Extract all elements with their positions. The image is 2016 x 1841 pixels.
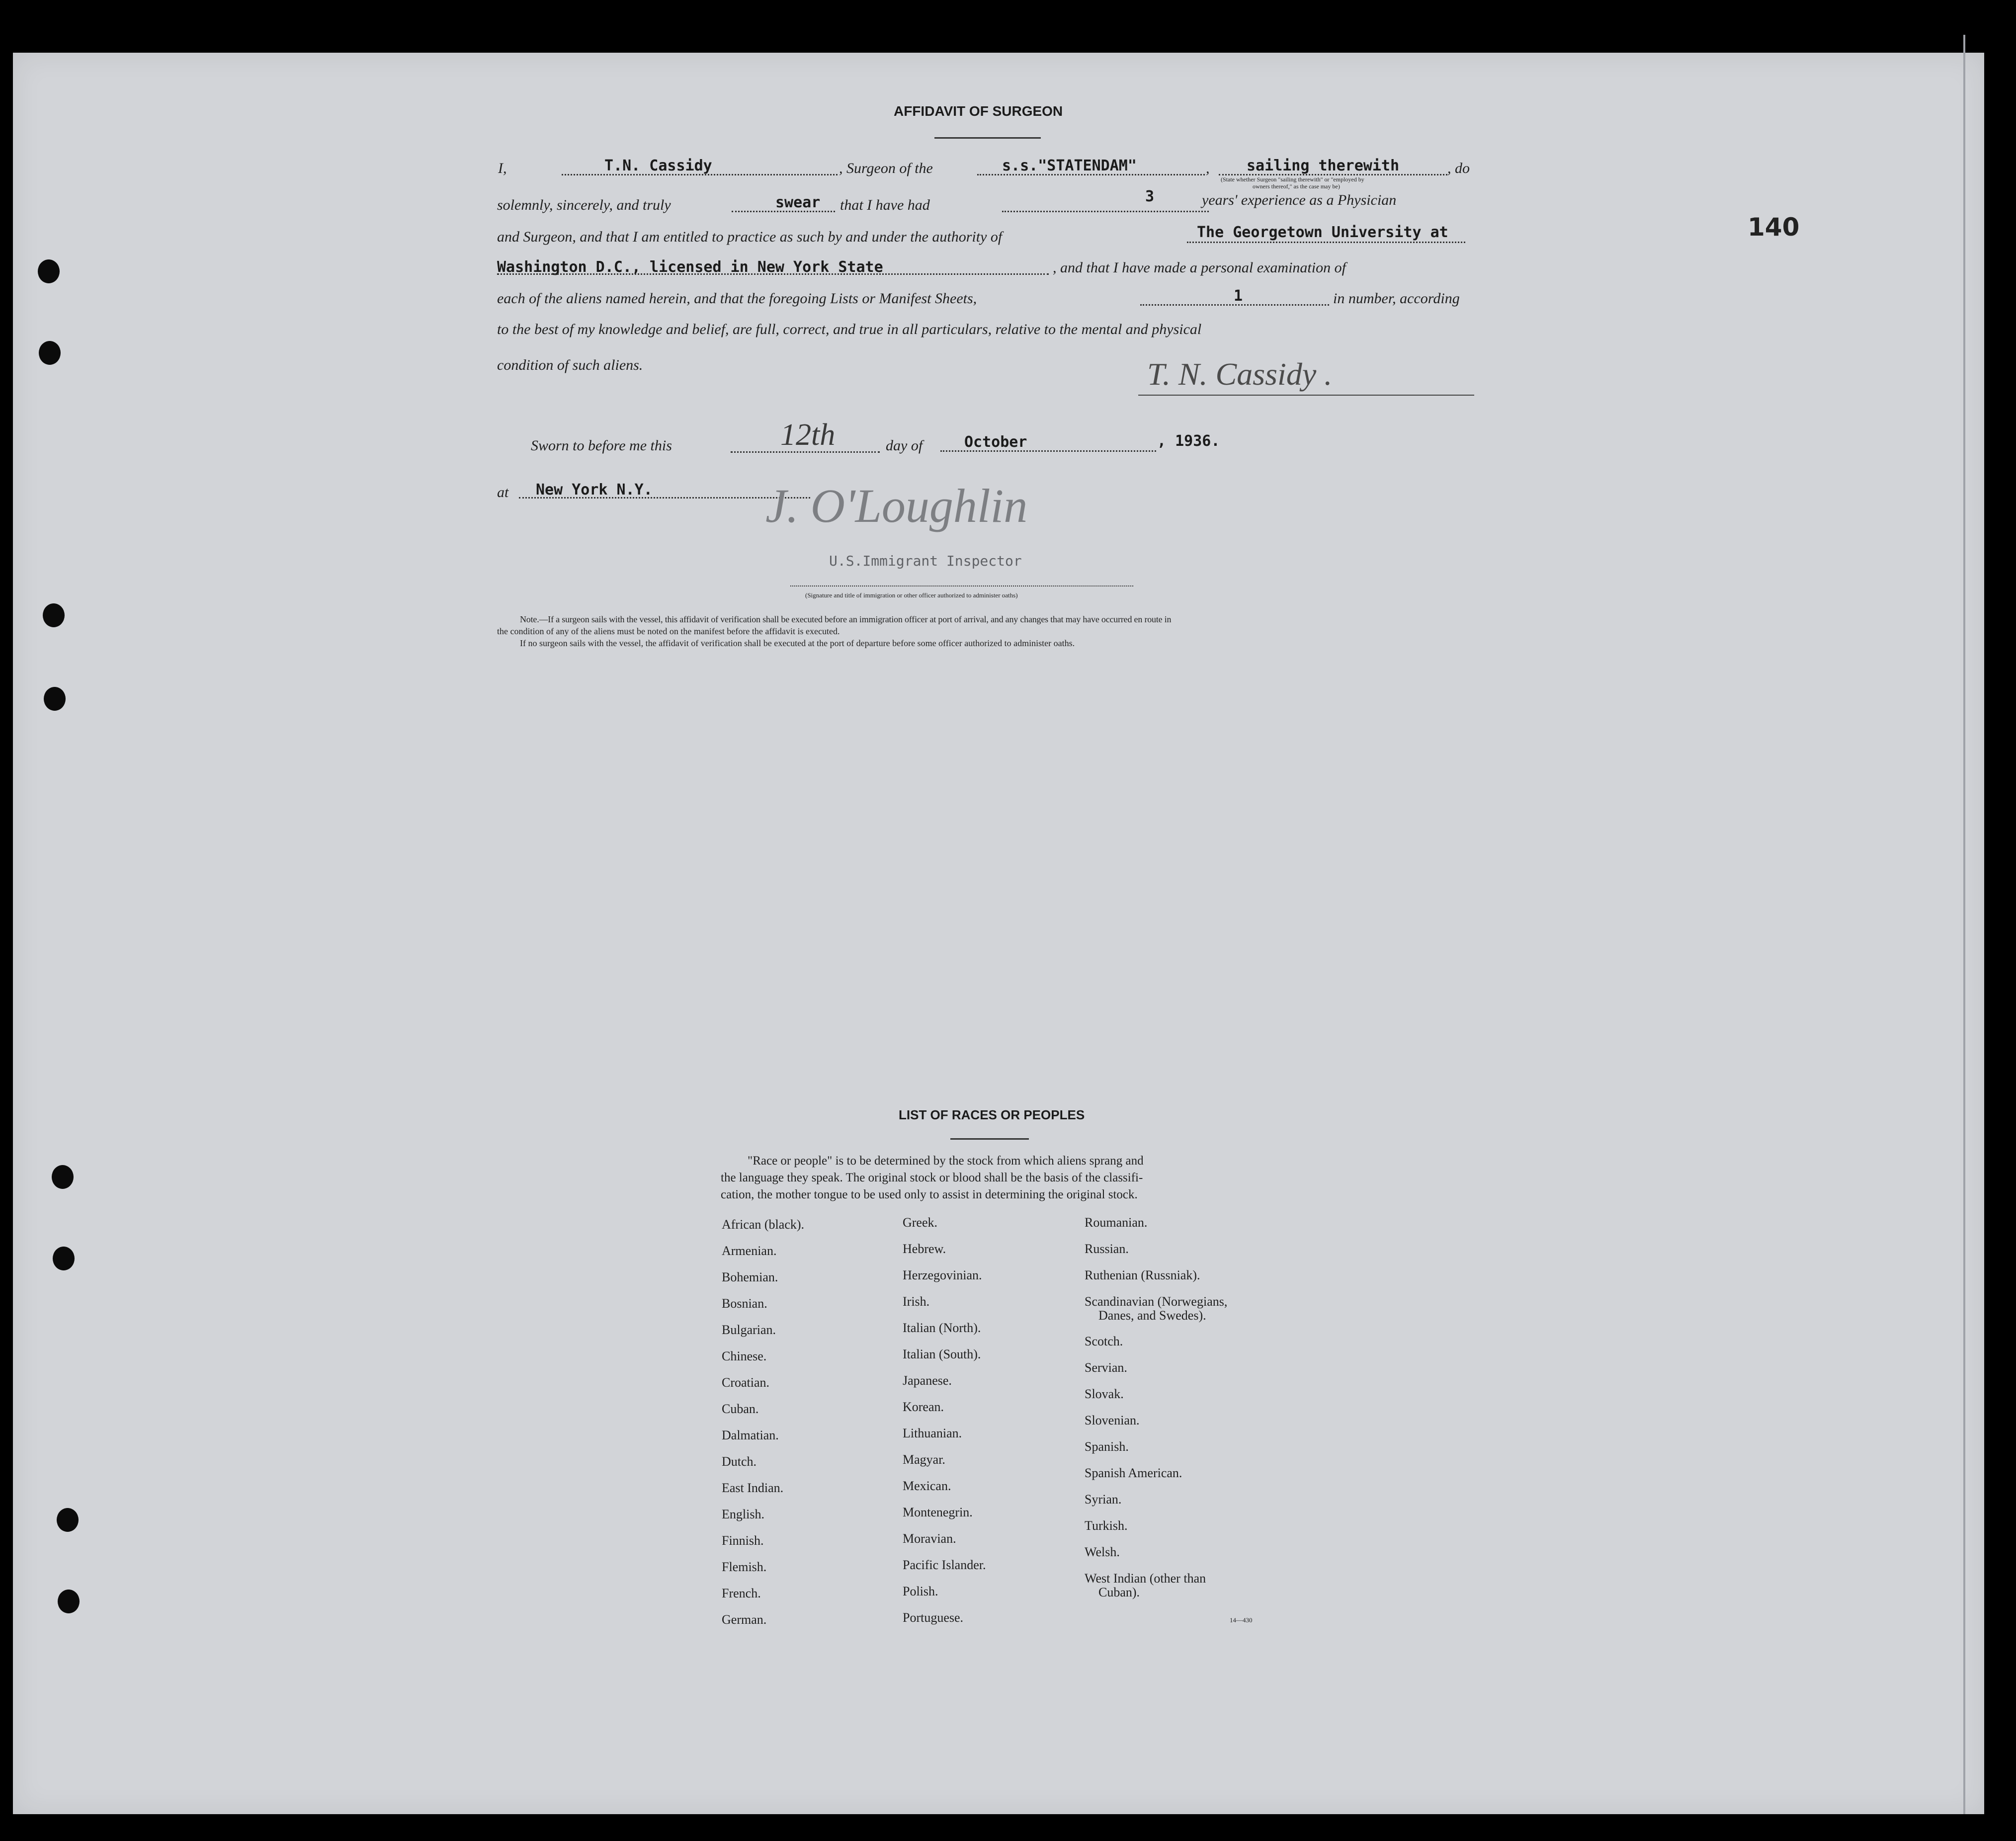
race-item: Armenian.	[722, 1244, 777, 1258]
race-item: West Indian (other than	[1085, 1571, 1206, 1586]
race-item: Lithuanian.	[903, 1426, 962, 1440]
race-item: Irish.	[903, 1294, 930, 1309]
status-note: (State whether Surgeon "sailing therewith" or "employed by	[1221, 176, 1364, 183]
race-item: Servian.	[1085, 1360, 1127, 1375]
text-have-had: that I have had	[840, 197, 930, 213]
race-item: Korean.	[903, 1400, 944, 1414]
races-title: LIST OF RACES OR PEOPLES	[899, 1107, 1085, 1122]
oath-type: swear	[775, 194, 821, 211]
text-solemnly: solemnly, sincerely, and truly	[497, 197, 671, 213]
race-item: Bosnian.	[722, 1296, 767, 1311]
race-item: East Indian.	[722, 1481, 784, 1495]
race-item: Herzegovinian.	[903, 1268, 982, 1282]
race-item: Bulgarian.	[722, 1323, 776, 1337]
binder-hole	[52, 1165, 74, 1189]
surgeon-status: sailing therewith	[1247, 157, 1400, 174]
race-item: Chinese.	[722, 1349, 767, 1363]
field-line	[731, 451, 880, 453]
race-item: Cuban).	[1098, 1585, 1140, 1599]
authority-location: Washington D.C., licensed in New York State	[497, 258, 883, 276]
race-item: German.	[722, 1612, 767, 1627]
text-surgeon-of: , Surgeon of the	[839, 160, 933, 176]
years-experience: 3	[1145, 188, 1155, 205]
race-item: Cuban.	[722, 1402, 759, 1416]
page-number: 140	[1748, 213, 1800, 242]
race-item: Mexican.	[903, 1479, 951, 1493]
comma: ,	[1206, 160, 1210, 176]
signature-line	[1138, 395, 1474, 396]
race-item: African (black).	[722, 1217, 805, 1232]
binder-hole	[44, 687, 66, 711]
title-rule	[950, 1138, 1029, 1140]
races-column-3	[1085, 1216, 1227, 1612]
text-authority: and Surgeon, and that I am entitled to practice as such by and under the authority of	[497, 229, 1003, 245]
race-item: Dutch.	[722, 1454, 757, 1469]
inspector-title: U.S.Immigrant Inspector	[829, 553, 1022, 569]
sworn-month: October	[964, 433, 1027, 451]
field-line	[732, 211, 835, 212]
surgeon-name: T.N. Cassidy	[604, 157, 712, 174]
race-item: Pacific Islander.	[903, 1558, 986, 1572]
races-intro: cation, the mother tongue to be used only to assist in determining the original stock.	[721, 1188, 1138, 1201]
surgeon-signature: T. N. Cassidy .	[1147, 356, 1333, 392]
race-item: Polish.	[903, 1584, 938, 1598]
race-item: Scandinavian (Norwegians,	[1085, 1294, 1228, 1309]
race-item: Japanese.	[903, 1373, 952, 1388]
text-manifest-sheets: each of the aliens named herein, and that the foregoing Lists or Manifest Sheets,	[497, 290, 977, 307]
race-item: Italian (South).	[903, 1347, 981, 1361]
binder-hole	[43, 603, 65, 627]
races-column-2	[903, 1216, 986, 1637]
race-item: Magyar.	[903, 1452, 945, 1467]
races-intro: the language they speak. The original stock or blood shall be the basis of the classifi-	[721, 1171, 1143, 1184]
binder-hole	[58, 1590, 80, 1613]
race-item: Dalmatian.	[722, 1428, 779, 1442]
race-item: Slovak.	[1085, 1387, 1124, 1401]
race-item: Montenegrin.	[903, 1505, 973, 1519]
binder-hole	[57, 1508, 79, 1532]
race-item: Croatian.	[722, 1375, 770, 1390]
race-item: Roumanian.	[1085, 1215, 1148, 1230]
races-column-1	[722, 1218, 804, 1639]
race-item: Spanish American.	[1085, 1466, 1182, 1480]
race-item: Turkish.	[1085, 1518, 1128, 1533]
race-item: Bohemian.	[722, 1270, 778, 1284]
text-condition: condition of such aliens.	[497, 357, 643, 373]
affidavit-title: AFFIDAVIT OF SURGEON	[894, 103, 1063, 119]
note-line: If no surgeon sails with the vessel, the affidavit of verification shall be executed at the port of departure before some officer authorized to administer oaths.	[520, 638, 1075, 648]
race-item: Slovenian.	[1085, 1413, 1140, 1427]
field-line	[1140, 304, 1329, 306]
field-line	[977, 174, 1205, 175]
text-day-of: day of	[886, 437, 923, 454]
race-item: Ruthenian (Russniak).	[1085, 1268, 1200, 1282]
field-line	[1002, 211, 1209, 212]
race-item: Syrian.	[1085, 1492, 1122, 1506]
text-at: at	[497, 484, 509, 501]
race-item: French.	[722, 1586, 761, 1600]
manifest-sheet-count: 1	[1234, 287, 1243, 305]
sworn-day: 12th	[780, 418, 836, 452]
race-item: Finnish.	[722, 1533, 764, 1548]
field-line	[1219, 174, 1447, 175]
note-line: the condition of any of the aliens must be noted on the manifest before the affidavit is executed.	[497, 626, 840, 636]
race-item: Moravian.	[903, 1531, 956, 1546]
race-item: Greek.	[903, 1215, 938, 1230]
title-rule	[934, 137, 1041, 139]
note-line: Note.—If a surgeon sails with the vessel, this affidavit of verification shall be executed before an immigration officer at port of arrival, and any changes that may have occurred en route in	[520, 614, 1172, 624]
inspector-signature: J. O'Loughlin	[765, 479, 1028, 532]
signature-caption: (Signature and title of immigration or other officer authorized to administer oaths)	[805, 591, 1018, 599]
race-item: Spanish.	[1085, 1439, 1129, 1454]
sworn-year: , 1936.	[1157, 432, 1220, 450]
binder-hole	[53, 1247, 75, 1270]
race-item: Italian (North).	[903, 1321, 981, 1335]
race-item: Scotch.	[1085, 1334, 1123, 1348]
race-item: Danes, and Swedes).	[1098, 1308, 1206, 1323]
field-line	[562, 174, 838, 175]
race-item: English.	[722, 1507, 764, 1521]
field-line	[1187, 242, 1465, 243]
binder-hole	[39, 341, 61, 365]
sworn-place: New York N.Y.	[536, 481, 653, 499]
race-item: Russian.	[1085, 1242, 1129, 1256]
text-i: I,	[498, 160, 507, 176]
race-item: Flemish.	[722, 1560, 767, 1574]
text-years-experience: years' experience as a Physician	[1202, 192, 1397, 208]
text-personal-examination: , and that I have made a personal examination of	[1053, 259, 1346, 276]
field-line	[497, 273, 1049, 275]
races-intro: "Race or people" is to be determined by the stock from which aliens sprang and	[748, 1154, 1144, 1168]
race-item: Hebrew.	[903, 1242, 946, 1256]
status-note: owners thereof," as the case may be)	[1253, 183, 1340, 190]
document-sheet	[13, 53, 1984, 1814]
form-number: 14—430	[1230, 1616, 1253, 1624]
text-sworn: Sworn to before me this	[531, 437, 672, 454]
text-knowledge: to the best of my knowledge and belief, are full, correct, and true in all particulars, relative to the mental and physical	[497, 321, 1202, 337]
text-in-number: in number, according	[1333, 290, 1460, 307]
sheet-edge	[1963, 35, 1995, 1814]
authority-institution: The Georgetown University at	[1197, 224, 1448, 241]
ship-name: s.s."STATENDAM"	[1002, 157, 1137, 174]
race-item: Portuguese.	[903, 1610, 964, 1625]
field-line	[940, 450, 1156, 452]
binder-hole	[38, 259, 60, 283]
race-item: Welsh.	[1085, 1545, 1120, 1559]
text-do: , do	[1447, 160, 1470, 176]
